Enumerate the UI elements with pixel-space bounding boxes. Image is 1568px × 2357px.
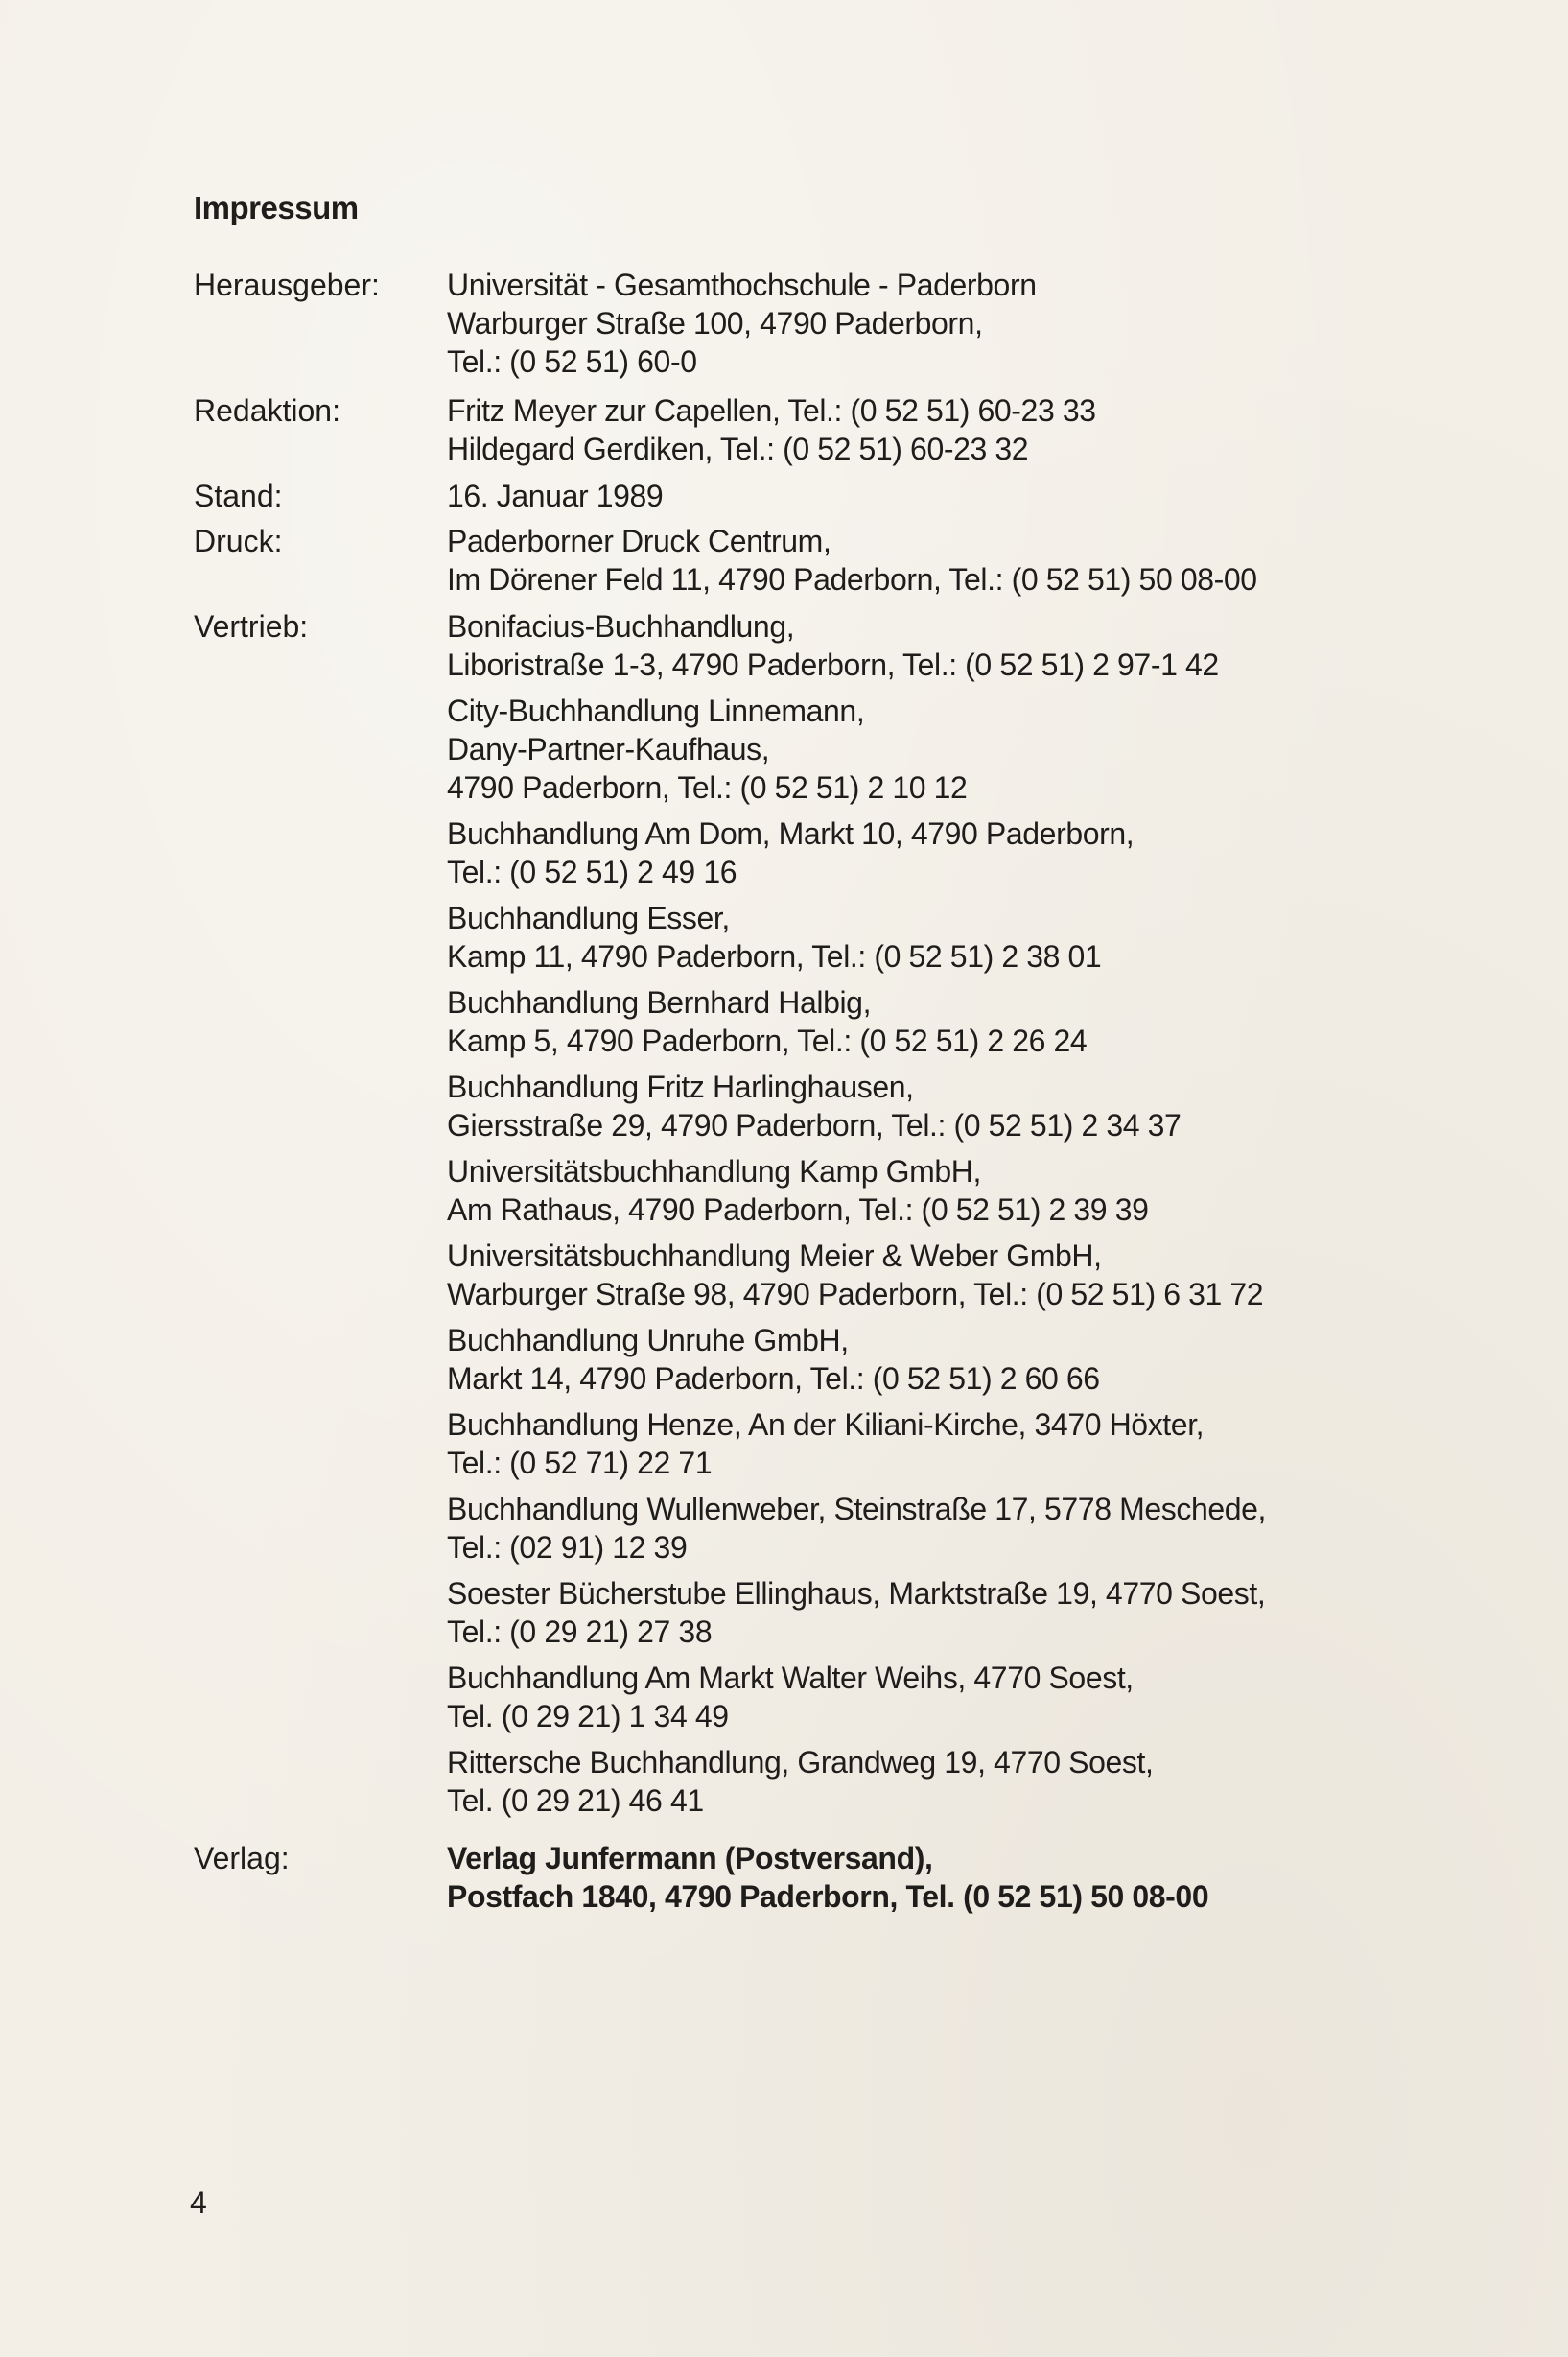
stand-line-1: 16. Januar 1989: [447, 479, 664, 513]
vertrieb-entry-line: Universitätsbuchhandlung Meier & Weber GmbH,: [447, 1238, 1102, 1273]
vertrieb-entry-line: Soester Bücherstube Ellinghaus, Marktstraße 19, 4770 Soest,: [447, 1576, 1266, 1611]
label-stand: Stand:: [194, 479, 283, 513]
vertrieb-entry-line: Tel. (0 29 21) 1 34 49: [447, 1699, 729, 1733]
vertrieb-entry-meier-weber: [447, 1237, 1266, 1313]
value-herausgeber: [447, 266, 1037, 381]
label-herausgeber: Herausgeber:: [194, 268, 380, 302]
vertrieb-entry-line: Bonifacius-Buchhandlung,: [447, 609, 795, 644]
druck-line-1: Paderborner Druck Centrum,: [447, 524, 831, 558]
label-verlag: Verlag:: [194, 1841, 290, 1875]
value-redaktion: [447, 391, 1096, 468]
vertrieb-entry-line: Tel.: (0 52 71) 22 71: [447, 1446, 713, 1480]
impressum-heading: Impressum: [194, 190, 359, 225]
vertrieb-entry-line: Buchhandlung Esser,: [447, 901, 730, 935]
vertrieb-entry-line: Buchhandlung Fritz Harlinghausen,: [447, 1070, 914, 1104]
page-number: 4: [190, 2185, 207, 2220]
vertrieb-entry-henze: [447, 1405, 1266, 1482]
redaktion-line-2: Hildegard Gerdiken, Tel.: (0 52 51) 60-23 32: [447, 432, 1029, 466]
vertrieb-entry-harlinghausen: [447, 1068, 1266, 1144]
herausgeber-line-1: Universität - Gesamthochschule - Paderborn: [447, 268, 1037, 302]
vertrieb-entry-line: Buchhandlung Am Markt Walter Weihs, 4770 Soest,: [447, 1661, 1134, 1695]
value-verlag: [447, 1839, 1208, 1916]
vertrieb-entry-line: Am Rathaus, 4790 Paderborn, Tel.: (0 52 51) 2 39 39: [447, 1192, 1149, 1227]
vertrieb-entry-linnemann: [447, 692, 1266, 807]
vertrieb-entry-bonifacius: [447, 607, 1266, 684]
vertrieb-entry-esser: [447, 899, 1266, 976]
vertrieb-entry-line: City-Buchhandlung Linnemann,: [447, 694, 865, 728]
vertrieb-entry-line: Buchhandlung Wullenweber, Steinstraße 17, 5778 Meschede,: [447, 1492, 1267, 1526]
vertrieb-entry-halbig: [447, 983, 1266, 1060]
value-vertrieb: [447, 607, 1266, 1827]
vertrieb-entry-unruhe: [447, 1321, 1266, 1398]
vertrieb-entry-rittersche: [447, 1743, 1266, 1820]
vertrieb-entry-line: Tel.: (0 29 21) 27 38: [447, 1615, 713, 1649]
label-redaktion: Redaktion:: [194, 393, 340, 428]
herausgeber-line-2: Warburger Straße 100, 4790 Paderborn,: [447, 306, 983, 341]
herausgeber-line-3: Tel.: (0 52 51) 60-0: [447, 344, 697, 379]
vertrieb-entry-line: Warburger Straße 98, 4790 Paderborn, Tel.: (0 52 51) 6 31 72: [447, 1277, 1264, 1311]
value-druck: [447, 522, 1257, 599]
vertrieb-entry-line: Buchhandlung Am Dom, Markt 10, 4790 Paderborn,: [447, 816, 1135, 851]
verlag-line-1: Verlag Junfermann (Postversand),: [447, 1841, 933, 1875]
vertrieb-entry-line: Buchhandlung Henze, An der Kiliani-Kirche, 3470 Höxter,: [447, 1407, 1205, 1442]
vertrieb-entry-am-dom: [447, 814, 1266, 891]
vertrieb-entry-line: Tel.: (0 52 51) 2 49 16: [447, 855, 737, 889]
vertrieb-entry-line: Markt 14, 4790 Paderborn, Tel.: (0 52 51) 2 60 66: [447, 1361, 1100, 1396]
vertrieb-entry-ellinghaus: [447, 1574, 1266, 1651]
vertrieb-entry-line: Rittersche Buchhandlung, Grandweg 19, 4770 Soest,: [447, 1745, 1154, 1780]
label-vertrieb: Vertrieb:: [194, 609, 309, 644]
vertrieb-entry-line: Tel. (0 29 21) 46 41: [447, 1783, 704, 1818]
redaktion-line-1: Fritz Meyer zur Capellen, Tel.: (0 52 51) 60-23 33: [447, 393, 1096, 428]
vertrieb-entry-line: Buchhandlung Unruhe GmbH,: [447, 1323, 849, 1357]
vertrieb-entry-line: Giersstraße 29, 4790 Paderborn, Tel.: (0 52 51) 2 34 37: [447, 1108, 1182, 1143]
vertrieb-entry-kamp: [447, 1152, 1266, 1229]
label-druck: Druck:: [194, 524, 283, 558]
vertrieb-entry-line: 4790 Paderborn, Tel.: (0 52 51) 2 10 12: [447, 770, 968, 805]
value-stand: [447, 477, 663, 515]
vertrieb-entry-wullenweber: [447, 1490, 1266, 1567]
vertrieb-entry-line: Tel.: (02 91) 12 39: [447, 1530, 688, 1565]
vertrieb-entry-line: Buchhandlung Bernhard Halbig,: [447, 985, 872, 1020]
vertrieb-entry-line: Dany-Partner-Kaufhaus,: [447, 732, 770, 766]
vertrieb-entry-line: Universitätsbuchhandlung Kamp GmbH,: [447, 1154, 981, 1189]
verlag-line-2: Postfach 1840, 4790 Paderborn, Tel. (0 52 51) 50 08-00: [447, 1879, 1209, 1914]
vertrieb-entry-weihs: [447, 1659, 1266, 1735]
vertrieb-entry-line: Liboristraße 1-3, 4790 Paderborn, Tel.: (0 52 51) 2 97-1 42: [447, 648, 1219, 682]
vertrieb-entry-line: Kamp 5, 4790 Paderborn, Tel.: (0 52 51) 2 26 24: [447, 1024, 1088, 1058]
vertrieb-entry-line: Kamp 11, 4790 Paderborn, Tel.: (0 52 51) 2 38 01: [447, 939, 1102, 974]
druck-line-2: Im Dörener Feld 11, 4790 Paderborn, Tel.: (0 52 51) 50 08-00: [447, 562, 1257, 597]
